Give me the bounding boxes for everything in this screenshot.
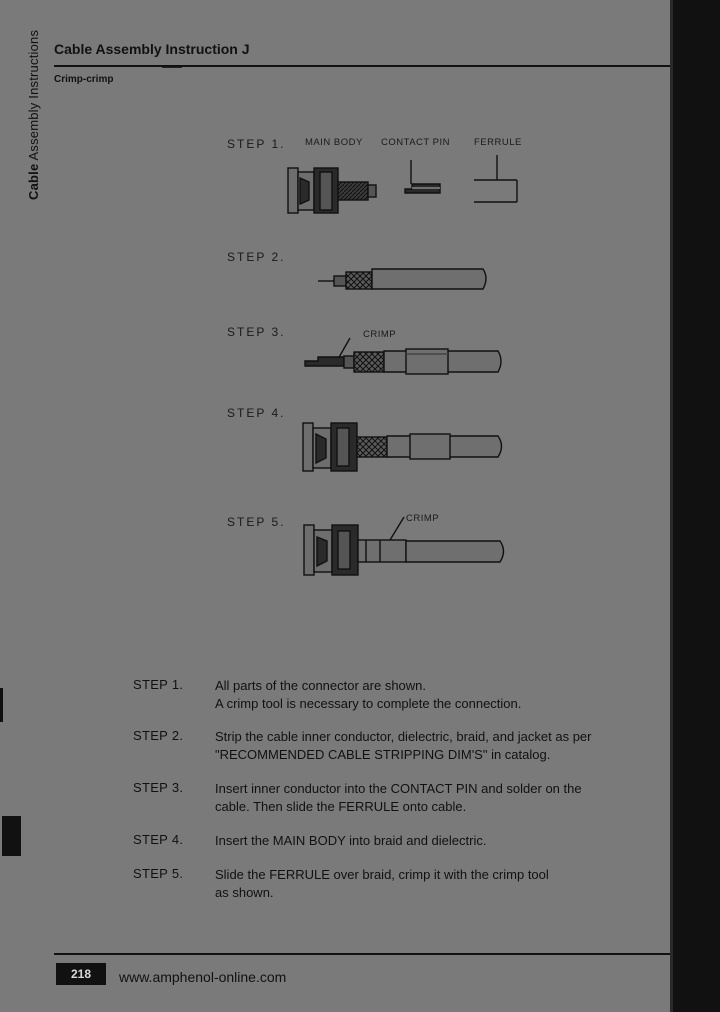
crimp-label-step-3: CRIMP [363, 329, 397, 340]
instruction-step-2-text [215, 728, 655, 763]
footer-rule [54, 953, 670, 955]
instruction-step-4-label: STEP 4. [133, 832, 184, 847]
instruction-line: cable. Then slide the FERRULE onto cable. [215, 798, 467, 814]
instruction-line: A crimp tool is necessary to complete the connection. [215, 695, 522, 711]
instruction-line: All parts of the connector are shown. [215, 678, 427, 693]
figure-step-1-label: STEP 1. [227, 137, 286, 151]
side-title-rest: Assembly Instructions [26, 29, 41, 161]
instruction-step-2-label: STEP 2. [133, 728, 184, 743]
instruction-step-1-text [215, 677, 655, 712]
contact-pin-label: CONTACT PIN [381, 137, 451, 148]
instruction-step-3-label: STEP 3. [133, 780, 184, 795]
instruction-line: Strip the cable inner conductor, dielectric, braid, and jacket as per [215, 729, 592, 744]
step3-cable-with-pin [305, 338, 501, 374]
figure-step-4-label: STEP 4. [227, 406, 286, 420]
instruction-line: Slide the FERRULE over braid, crimp it with the crimp tool [215, 867, 549, 882]
instruction-step-4-text [215, 832, 655, 850]
figure-step-5-label: STEP 5. [227, 515, 286, 529]
instruction-line: Insert inner conductor into the CONTACT PIN and solder on the [215, 781, 582, 796]
figure-step-2-label: STEP 2. [227, 250, 286, 264]
instruction-line: as shown. [215, 884, 274, 900]
ferrule-label: FERRULE [474, 137, 522, 148]
step5-crimped-assembly [304, 517, 504, 575]
side-title-bold: Cable [26, 163, 41, 200]
page-title: Cable Assembly Instruction J [54, 41, 250, 57]
instruction-line: "RECOMMENDED CABLE STRIPPING DIM'S" in catalog. [215, 746, 551, 762]
instruction-step-3-text [215, 780, 655, 815]
page-subtitle: Crimp-crimp [54, 74, 114, 85]
step1-ferrule [474, 155, 517, 202]
step2-stripped-cable [318, 269, 486, 289]
instruction-step-5-text [215, 866, 655, 901]
instruction-step-1-label: STEP 1. [133, 677, 184, 692]
instruction-step-5-label: STEP 5. [133, 866, 184, 881]
page-number: 218 [56, 963, 106, 985]
website-url: www.amphenol-online.com [119, 969, 287, 985]
step4-body-on-cable [303, 423, 502, 471]
figure-step-3-label: STEP 3. [227, 325, 286, 339]
step1-main-body [288, 168, 376, 213]
instruction-line: Insert the MAIN BODY into braid and dielectric. [215, 833, 487, 848]
crimp-label-step-5: CRIMP [406, 513, 440, 524]
main-body-label: MAIN BODY [305, 137, 363, 148]
step1-contact-pin [405, 160, 440, 193]
